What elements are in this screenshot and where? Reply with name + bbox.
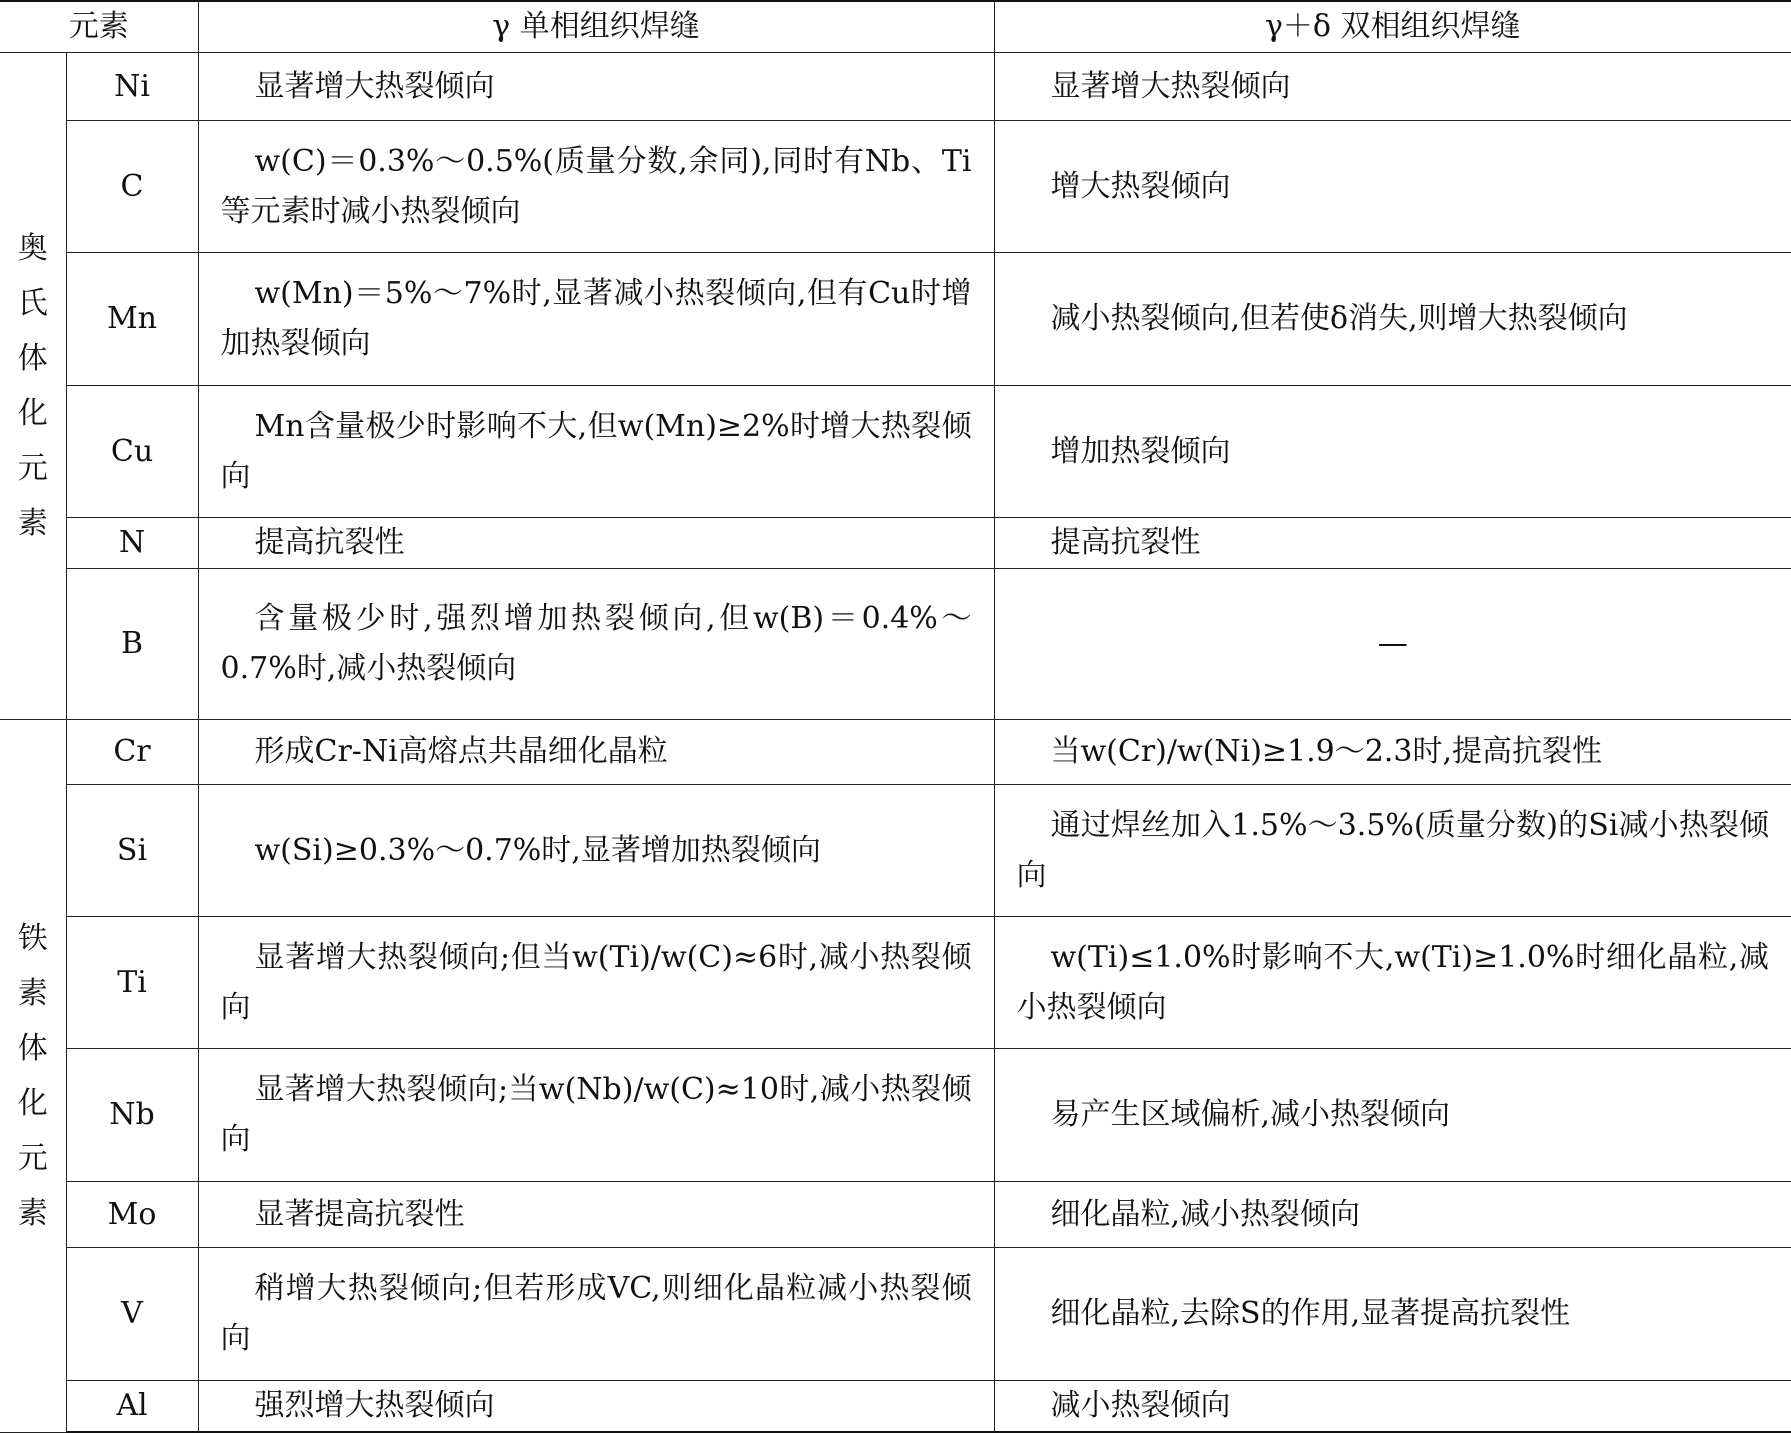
table-row: [0, 917, 1791, 1049]
gamma-cell: 提高抗裂性: [198, 518, 994, 569]
table-row: [0, 53, 1791, 121]
gamma-delta-cell: 增加热裂倾向: [994, 386, 1791, 518]
element-cell: Mo: [66, 1182, 198, 1248]
gamma-cell: 形成Cr-Ni高熔点共晶细化晶粒: [198, 720, 994, 785]
gamma-delta-cell: 增大热裂倾向: [994, 121, 1791, 253]
element-cell: C: [66, 121, 198, 253]
header-element: 元素: [0, 1, 198, 53]
gamma-delta-cell: w(Ti)≤1.0%时影响不大,w(Ti)≥1.0%时细化晶粒,减小热裂倾向: [994, 917, 1791, 1049]
element-cell: Cr: [66, 720, 198, 785]
gamma-cell: 强烈增大热裂倾向: [198, 1381, 994, 1433]
gamma-delta-cell: 通过焊丝加入1.5%～3.5%(质量分数)的Si减小热裂倾向: [994, 785, 1791, 917]
element-cell: Mn: [66, 253, 198, 386]
gamma-delta-cell: —: [994, 569, 1791, 720]
header-row: [0, 1, 1791, 53]
gamma-delta-cell: 提高抗裂性: [994, 518, 1791, 569]
table-row: [0, 518, 1791, 569]
table-row: [0, 1381, 1791, 1433]
gamma-delta-cell: 减小热裂倾向,但若使δ消失,则增大热裂倾向: [994, 253, 1791, 386]
element-cell: Si: [66, 785, 198, 917]
gamma-cell: w(Mn)＝5%～7%时,显著减小热裂倾向,但有Cu时增加热裂倾向: [198, 253, 994, 386]
table-row: [0, 720, 1791, 785]
table-row: [0, 569, 1791, 720]
gamma-cell: 显著增大热裂倾向;但当w(Ti)/w(C)≈6时,减小热裂倾向: [198, 917, 994, 1049]
gamma-cell: 稍增大热裂倾向;但若形成VC,则细化晶粒减小热裂倾向: [198, 1248, 994, 1381]
gamma-cell: 显著提高抗裂性: [198, 1182, 994, 1248]
element-cell: Al: [66, 1381, 198, 1433]
table-row: [0, 253, 1791, 386]
element-cell: V: [66, 1248, 198, 1381]
element-cell: Ni: [66, 53, 198, 121]
table-row: [0, 1182, 1791, 1248]
gamma-delta-cell: 显著增大热裂倾向: [994, 53, 1791, 121]
header-gamma-delta: γ＋δ 双相组织焊缝: [994, 1, 1791, 53]
table-row: [0, 386, 1791, 518]
header-gamma: γ 单相组织焊缝: [198, 1, 994, 53]
table-row: [0, 121, 1791, 253]
table-row: [0, 785, 1791, 917]
gamma-delta-cell: 细化晶粒,减小热裂倾向: [994, 1182, 1791, 1248]
gamma-cell: 显著增大热裂倾向;当w(Nb)/w(C)≈10时,减小热裂倾向: [198, 1049, 994, 1182]
gamma-delta-cell: 减小热裂倾向: [994, 1381, 1791, 1433]
gamma-cell: Mn含量极少时影响不大,但w(Mn)≥2%时增大热裂倾向: [198, 386, 994, 518]
gamma-cell: 显著增大热裂倾向: [198, 53, 994, 121]
category-ferrite: 铁素体化元素: [0, 720, 66, 1433]
gamma-delta-cell: 易产生区域偏析,减小热裂倾向: [994, 1049, 1791, 1182]
table-row: [0, 1248, 1791, 1381]
gamma-cell: 含量极少时,强烈增加热裂倾向,但w(B)＝0.4%～0.7%时,减小热裂倾向: [198, 569, 994, 720]
gamma-delta-cell: 当w(Cr)/w(Ni)≥1.9～2.3时,提高抗裂性: [994, 720, 1791, 785]
gamma-cell: w(C)＝0.3%～0.5%(质量分数,余同),同时有Nb、Ti等元素时减小热裂倾向: [198, 121, 994, 253]
element-cell: Cu: [66, 386, 198, 518]
gamma-delta-cell: 细化晶粒,去除S的作用,显著提高抗裂性: [994, 1248, 1791, 1381]
category-austenite: 奥氏体化元素: [0, 53, 66, 720]
element-cell: Ti: [66, 917, 198, 1049]
element-cell: Nb: [66, 1049, 198, 1182]
gamma-cell: w(Si)≥0.3%～0.7%时,显著增加热裂倾向: [198, 785, 994, 917]
element-cell: N: [66, 518, 198, 569]
table-row: [0, 1049, 1791, 1182]
element-cell: B: [66, 569, 198, 720]
